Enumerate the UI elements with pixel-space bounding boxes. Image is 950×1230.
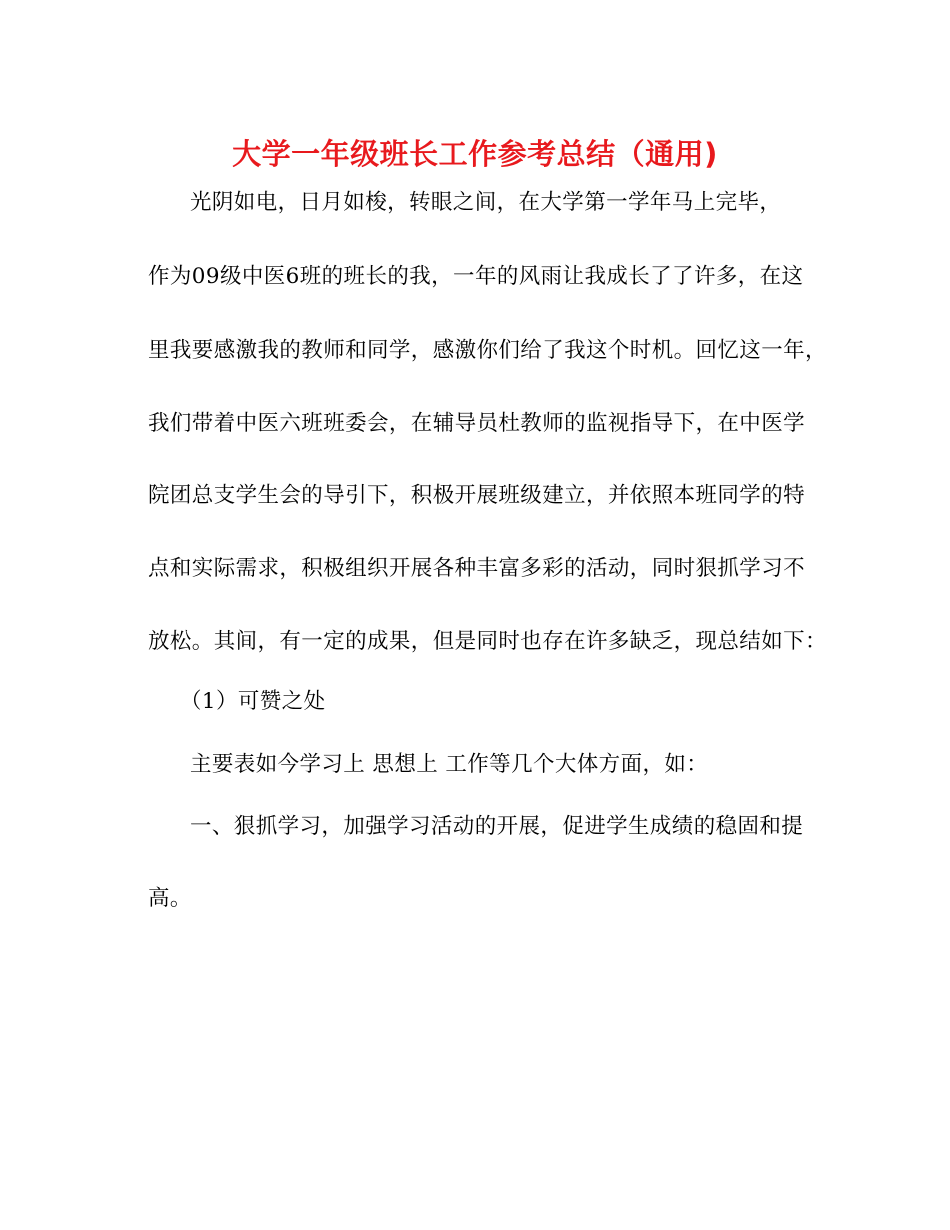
paragraph-line: 我们带着中医六班班委会，在辅导员杜教师的监视指导下，在中医学 [148,411,806,436]
paragraph-line: 作为09级中医6班的班长的我，一年的风雨让我成长了了许多，在这 [148,264,804,289]
section-heading: （1）可赞之处 [180,689,326,714]
paragraph-line: 一、狠抓学习，加强学习活动的开展，促进学生成绩的稳固和提 [190,814,804,839]
paragraph-line: 高。 [148,886,192,911]
paragraph-line: 点和实际需求，积极组织开展各种丰富多彩的活动，同时狠抓学习不 [148,556,806,581]
paragraph-line: 院团总支学生会的导引下，积极开展班级建立，并依照本班同学的特 [148,483,806,508]
paragraph-line: 主要表如今学习上 思想上 工作等几个大体方面，如： [190,752,709,777]
document-title: 大学一年级班长工作参考总结（通用) [232,137,718,171]
paragraph-line: 放松。其间，有一定的成果，但是同时也存在许多缺乏，现总结如下： [148,629,827,654]
paragraph-line: 光阴如电，日月如梭，转眼之间，在大学第一学年马上完毕， [190,190,782,215]
paragraph-line: 里我要感激我的教师和同学，感激你们给了我这个时机。回忆这一年， [148,338,827,363]
